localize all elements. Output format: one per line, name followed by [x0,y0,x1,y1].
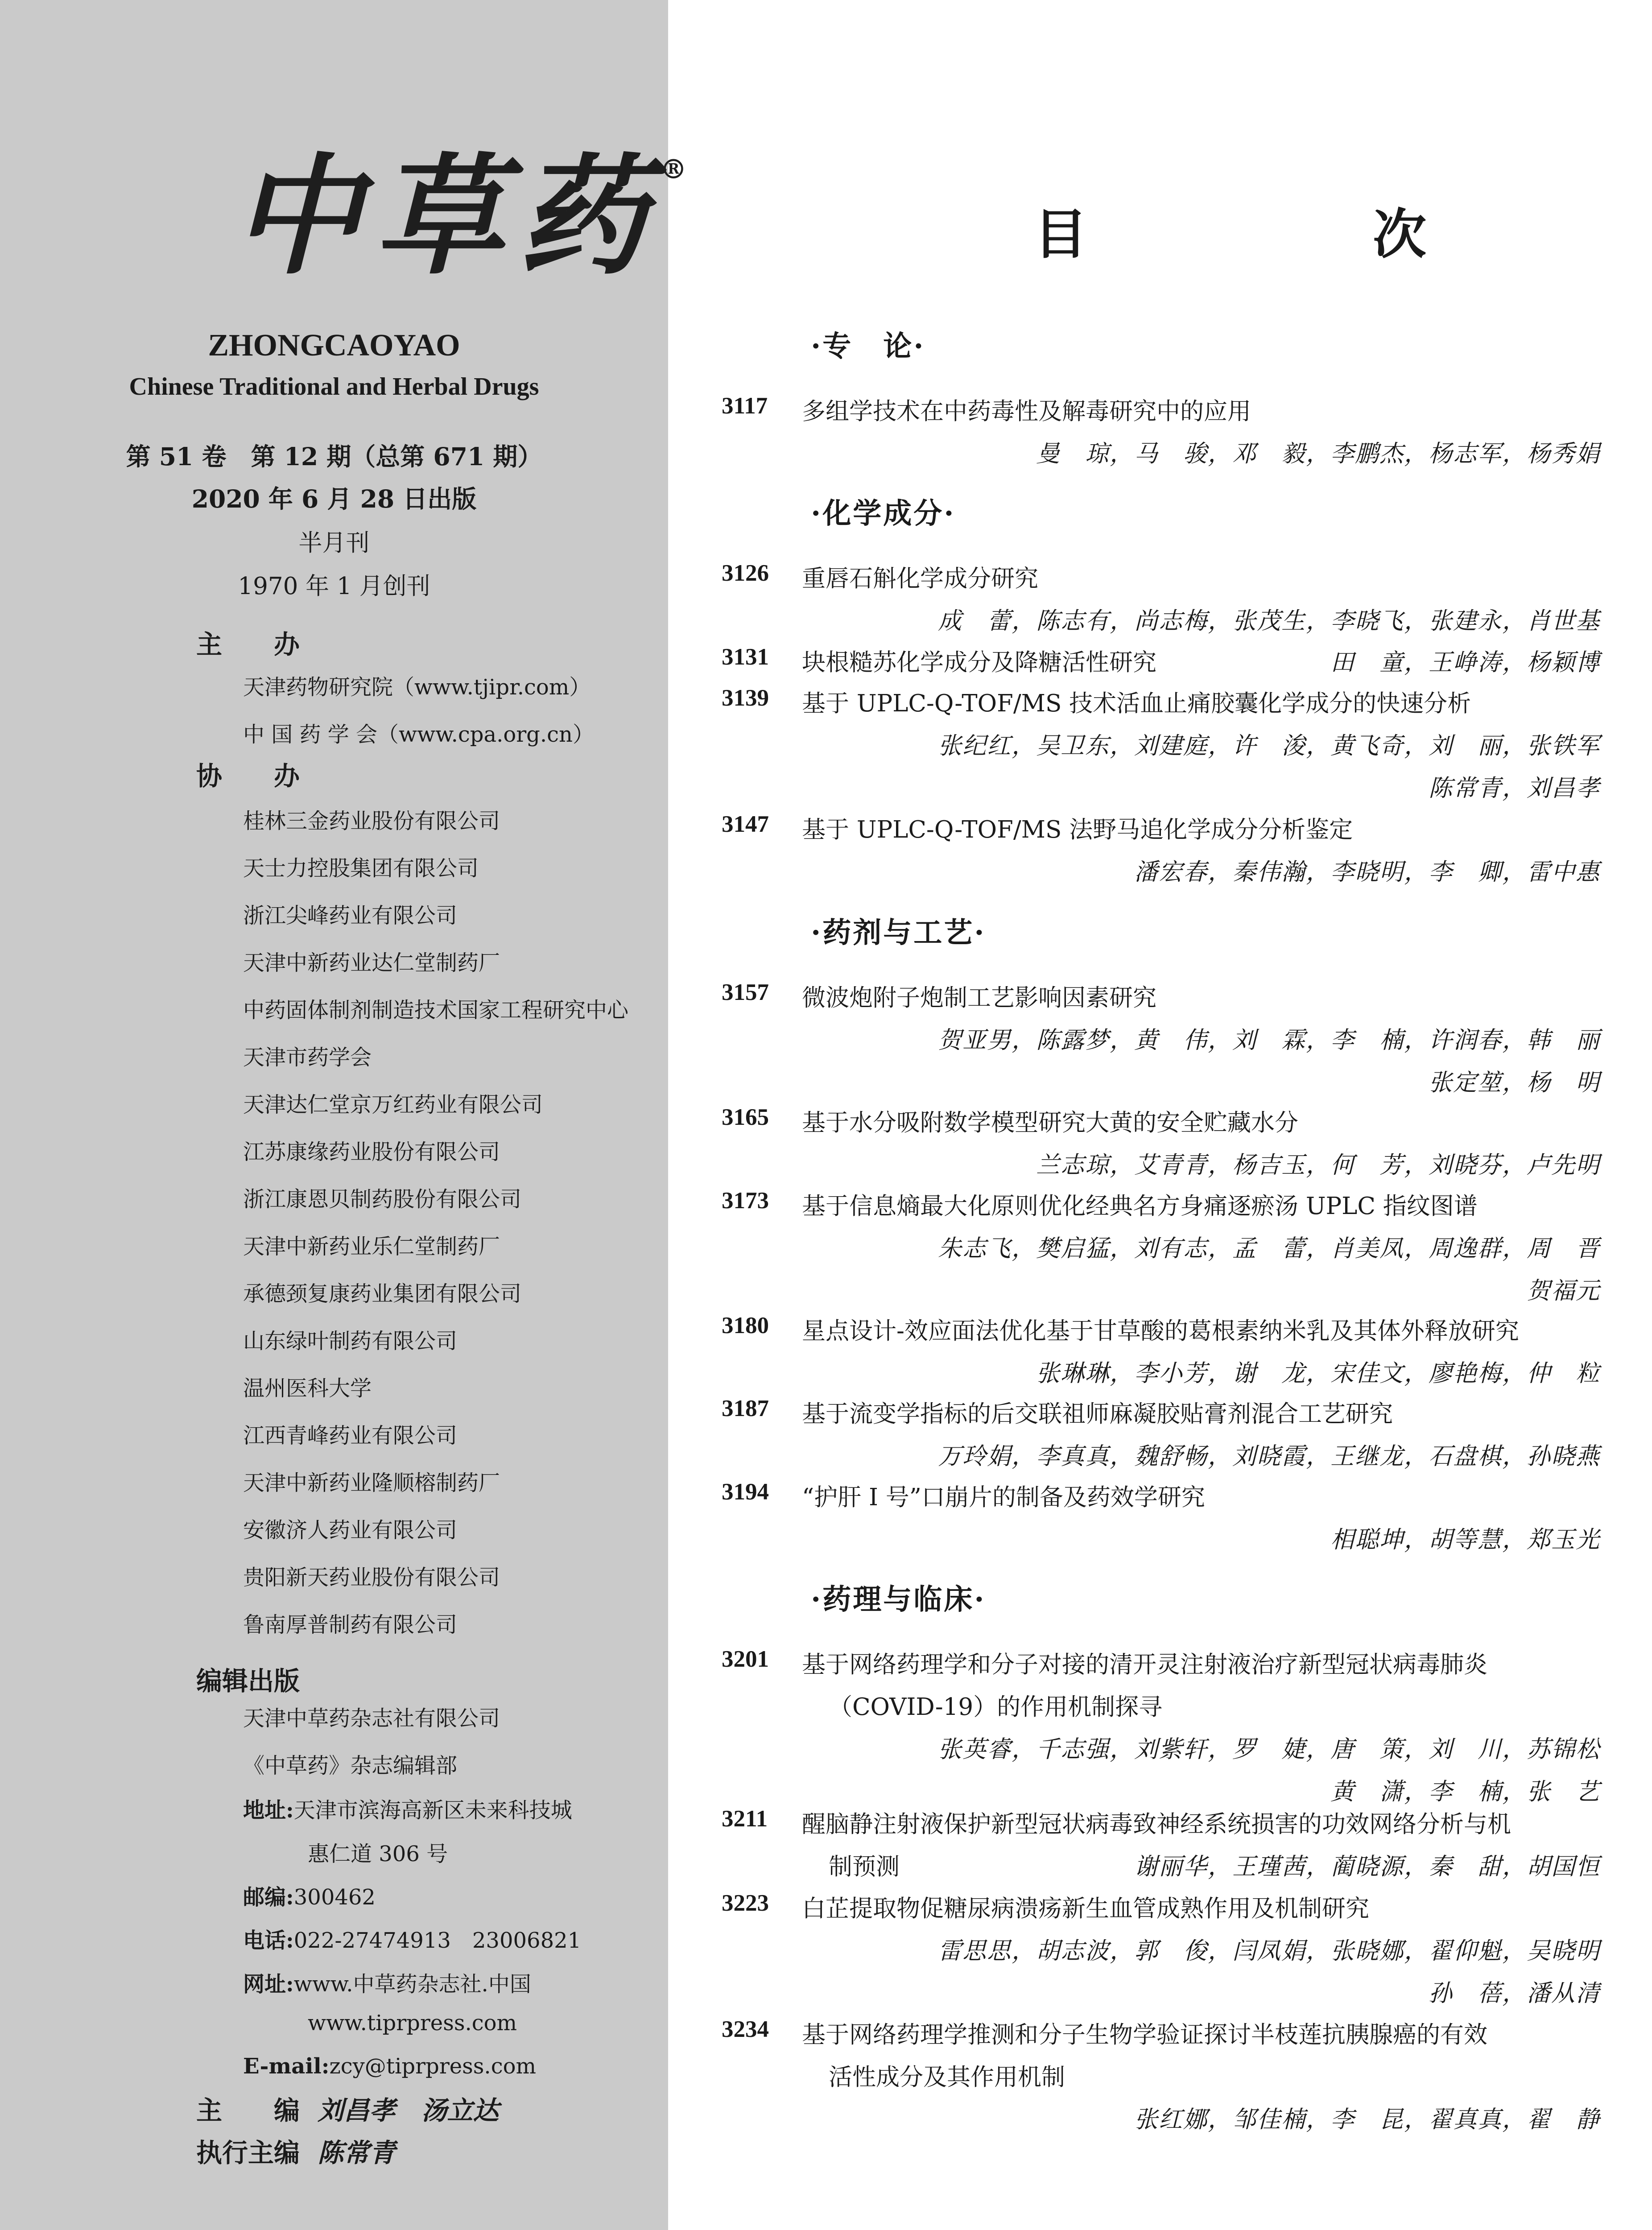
article-authors: 朱志飞，樊启猛，刘有志，孟 蕾，肖美凤，周逸群，周 晋 [938,1235,1600,1262]
page-number: 3139 [722,685,769,711]
issue-info: 第 51 卷 第 12 期（总第 671 期） [126,442,542,471]
article-title: 基于水分吸附数学模型研究大黄的安全贮藏水分 [802,1109,1298,1136]
list-item: 山东绿叶制药有限公司 [243,1329,458,1354]
article-authors: 相聪坤，胡等慧，郑玉光 [1330,1526,1600,1553]
category-heading: ·药理与临床· [811,1583,986,1616]
article-title: 重唇石斛化学成分研究 [802,565,1038,592]
list-item: 桂林三金药业股份有限公司 [243,809,500,834]
journal-pinyin: ZHONGCAOYAO [208,328,460,363]
list-item: 天津中草药杂志社有限公司 [243,1706,500,1731]
publisher-list [243,1695,500,1789]
list-item: 天津达仁堂京万红药业有限公司 [243,1092,543,1117]
list-item: 《中草药》杂志编辑部 [243,1753,458,1778]
page-number: 3157 [722,979,769,1005]
article-authors: 潘宏春，秦伟瀚，李晓明，李 卿，雷中惠 [1134,859,1600,886]
address: 地址:天津市滨海高新区未来科技城 [243,1798,572,1823]
sponsor-list [243,664,594,758]
article-authors: 贺福元 [1527,1277,1600,1305]
article-authors: 万玲娟，李真真，魏舒畅，刘晓霞，王继龙，石盘棋，孙晓燕 [938,1443,1600,1470]
article-authors: 贺亚男，陈露梦，黄 伟，刘 霖，李 楠，许润春，韩 丽 [938,1027,1600,1054]
list-item: 鲁南厚普制药有限公司 [243,1612,458,1637]
chief-editor: 主 编 刘昌孝 汤立达 [196,2095,499,2126]
page-number: 3187 [722,1396,769,1421]
article-title: 星点设计-效应面法优化基于甘草酸的葛根素纳米乳及其体外释放研究 [802,1317,1519,1345]
list-item: 天津中新药业隆顺榕制药厂 [243,1470,500,1495]
page-number: 3211 [722,1806,768,1832]
page-number: 3194 [722,1479,769,1505]
cosponsor-list [243,797,628,1648]
article-authors: 曼 琼，马 骏，邓 毅，李鹏杰，杨志军，杨秀娟 [1036,440,1600,467]
article-title: 基于信息熵最大化原则优化经典名方身痛逐瘀汤 UPLC 指纹图谱 [802,1193,1478,1220]
article-title: 基于 UPLC-Q-TOF/MS 技术活血止痛胶囊化学成分的快速分析 [802,690,1471,717]
article-title-cont: 活性成分及其作用机制 [829,2064,1065,2091]
article-authors: 雷思思，胡志波，郭 俊，闫凤娟，张晓娜，翟仰魁，吴晓明 [938,1937,1600,1965]
category-heading: ·专 论· [811,330,925,363]
list-item: 浙江尖峰药业有限公司 [243,903,458,928]
article-authors: 张纪红，吴卫东，刘建庭，许 浚，黄飞奇，刘 丽，张铁军 [938,732,1600,760]
sponsor-label: 主 办 [196,629,300,660]
list-item: 天士力控股集团有限公司 [243,856,479,881]
article-title: 微波炮附子炮制工艺影响因素研究 [802,984,1156,1012]
page-number: 3201 [722,1646,769,1672]
article-authors: 孙 蓓，潘从清 [1429,1980,1600,2007]
article-title: 基于网络药理学推测和分子生物学验证探讨半枝莲抗胰腺癌的有效 [802,2021,1487,2048]
list-item: 江苏康缘药业股份有限公司 [243,1140,500,1165]
publisher-label: 编辑出版 [196,1666,300,1696]
article-title: “护肝 I 号”口崩片的制备及药效学研究 [802,1484,1205,1511]
page-number: 3126 [722,560,769,586]
website: 网址:www.中草药杂志社.中国 [243,1972,531,1997]
address-line-2: 惠仁道 306 号 [308,1842,448,1867]
page-number: 3234 [722,2016,769,2042]
article-title-cont: 制预测 [829,1853,900,1880]
article-authors: 张定堃，杨 明 [1429,1069,1600,1096]
category-heading: ·化学成分· [811,497,956,530]
article-title: 基于网络药理学和分子对接的清开灵注射液治疗新型冠状病毒肺炎 [802,1651,1487,1678]
article-authors: 成 蕾，陈志有，尚志梅，张茂生，李晓飞，张建永，肖世基 [938,607,1600,635]
cosponsor-label: 协 办 [196,761,300,791]
list-item: 中药固体制剂制造技术国家工程研究中心 [243,998,629,1023]
page-number: 3223 [722,1890,769,1916]
list-item: 天津中新药业乐仁堂制药厂 [243,1234,500,1259]
phone: 电话:022-27474913 23006821 [243,1928,582,1953]
journal-logo: 中草药® [232,140,687,292]
article-authors: 黄 潇，李 楠，张 艺 [1330,1778,1600,1805]
list-item: 天津市药学会 [243,1045,372,1070]
email: E-mail:zcy@tiprpress.com [243,2054,536,2079]
website-2: www.tiprpress.com [308,2011,517,2036]
executive-editor: 执行主编 陈常青 [196,2138,396,2168]
list-item: 温州医科大学 [243,1376,372,1401]
page-title: 目 次 [1034,204,1542,266]
article-title: 块根糙苏化学成分及降糖活性研究 [802,649,1156,676]
list-item: 浙江康恩贝制药股份有限公司 [243,1187,522,1212]
page-number: 3165 [722,1104,769,1130]
article-authors: 张琳琳，李小芳，谢 龙，宋佳文，廖艳梅，仲 粒 [1036,1360,1600,1387]
article-authors: 兰志琼，艾青青，杨吉玉，何 芳，刘晓芬，卢先明 [1036,1152,1600,1179]
article-authors: 谢丽华，王瑾茜，蔺晓源，秦 甜，胡国恒 [1134,1853,1600,1880]
page-number: 3147 [722,811,769,837]
article-authors: 张红娜，邹佳楠，李 昆，翟真真，翟 静 [1134,2106,1600,2133]
article-title: 白芷提取物促糖尿病溃疡新生血管成熟作用及机制研究 [802,1895,1369,1922]
article-authors: 张英睿，千志强，刘紫轩，罗 婕，唐 策，刘 川，苏锦松 [938,1736,1600,1763]
list-item: 中 国 药 学 会（www.cpa.org.cn） [243,722,594,747]
sidebar [0,0,687,2230]
table-of-contents [668,0,1652,2230]
article-title: 基于流变学指标的后交联祖师麻凝胶贴膏剂混合工艺研究 [802,1400,1393,1428]
list-item: 天津中新药业达仁堂制药厂 [243,950,500,975]
article-authors: 陈常青，刘昌孝 [1429,775,1600,802]
list-item: 江西青峰药业有限公司 [243,1423,458,1448]
list-item: 贵阳新天药业股份有限公司 [243,1565,500,1590]
list-item: 承德颈复康药业集团有限公司 [243,1281,522,1306]
list-item: 天津药物研究院（www.tjipr.com） [243,675,591,700]
publish-date: 2020 年 6 月 28 日出版 [191,484,477,513]
page-number: 3117 [722,393,768,419]
journal-english-title: Chinese Traditional and Herbal Drugs [129,373,539,401]
page-number: 3173 [722,1188,769,1214]
category-heading: ·药剂与工艺· [811,916,986,950]
list-item: 安徽济人药业有限公司 [243,1518,458,1543]
article-authors: 田 童，王峥涛，杨颖博 [1330,649,1600,676]
article-title: 多组学技术在中药毒性及解毒研究中的应用 [802,398,1251,425]
page-number: 3180 [722,1313,769,1338]
page-number: 3131 [722,644,769,670]
postcode: 邮编:300462 [243,1885,376,1910]
frequency: 半月刊 [298,529,370,557]
founded: 1970 年 1 月创刊 [238,573,430,600]
article-title: 醒脑静注射液保护新型冠状病毒致神经系统损害的功效网络分析与机 [802,1811,1511,1838]
article-title-cont: （COVID-19）的作用机制探寻 [829,1693,1163,1721]
article-title: 基于 UPLC-Q-TOF/MS 法野马追化学成分分析鉴定 [802,816,1353,843]
